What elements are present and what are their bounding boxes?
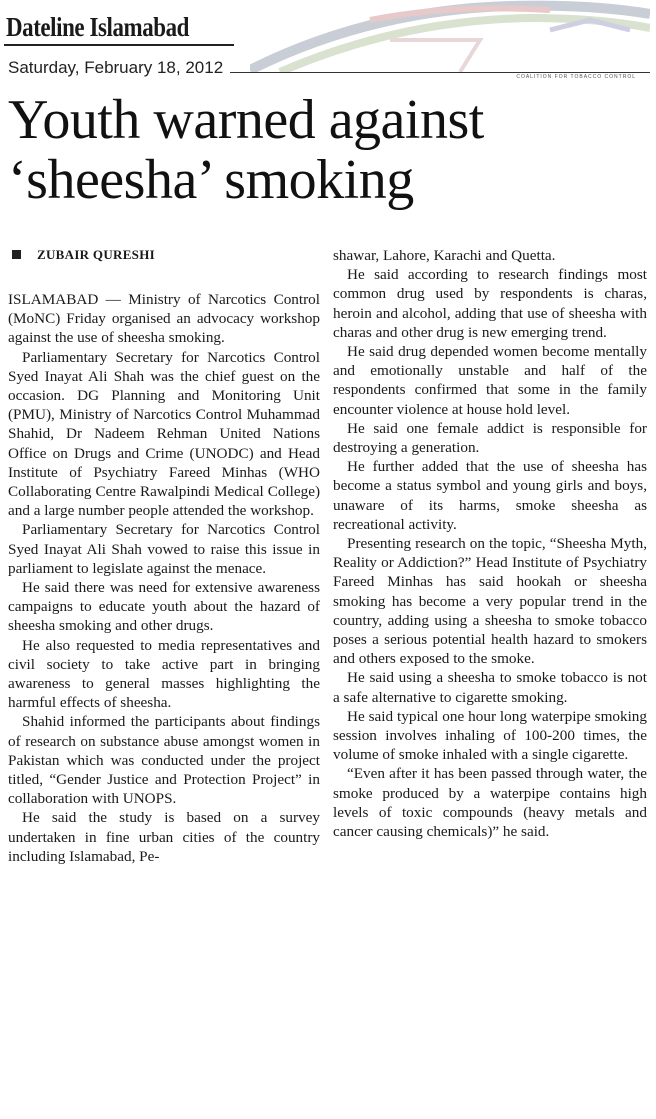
- logo-caption: COALITION FOR TOBACCO CONTROL: [516, 74, 636, 80]
- author-name: ZUBAIR QURESHI: [37, 247, 155, 262]
- paragraph: He said one female addict is responsible for destroying a generation.: [333, 419, 647, 457]
- article-column-left: [8, 290, 320, 866]
- paragraph: He said the study is based on a survey undertaken in fine urban cities of the country including Islamabad, Pe-: [8, 809, 320, 865]
- headline-line-1: Youth warned against: [8, 89, 484, 151]
- paragraph: Parliamentary Secretary for Narcotics Control Syed Inayat Ali Shah was the chief guest on the occasion. DG Planning and Monitoring Unit (PMU), Ministry of Narcotics Control Muhammad Shahid, Dr Nadeem Rehman United Nations Office on Drugs and Crime (UNODC) and Head Institute of Psychiatry Fareed Minhas (WHO Collaborating Centre Rawalpindi Medical College) and a large number people attended the workshop.: [8, 348, 320, 520]
- paragraph: He said according to research findings most common drug used by respondents is charas, heroin and alcohol, adding that use of sheesha with charas and other drug is new emerging trend.: [333, 266, 647, 341]
- paragraph: Presenting research on the topic, “Sheesha Myth, Reality or Addiction?” Head Institute of Psychiatry Fareed Minhas has said hookah or sheesha smoking has become a very popular trend in the country, adding using a sheesha to smoke tobacco poses a serious potential health hazard to smokers and others exposed to the smoke.: [333, 535, 647, 668]
- publication-name: Dateline Islamabad: [6, 12, 189, 42]
- headline-line-2: ‘sheesha’ smoking: [8, 149, 414, 211]
- paragraph: shawar, Lahore, Karachi and Quetta.: [333, 247, 556, 264]
- masthead-rule: [4, 44, 234, 46]
- publication-date: Saturday, February 18, 2012: [8, 58, 224, 77]
- paragraph: He said there was need for extensive awareness campaigns to educate youth about the hazard of sheesha smoking and other drugs.: [8, 579, 320, 635]
- byline-square-icon: [12, 250, 21, 259]
- paragraph: He also requested to media representatives and civil society to take active part in bringing awareness to general masses highlighting the harmful effects of sheesha.: [8, 636, 320, 712]
- masthead: [0, 0, 656, 96]
- byline: [12, 247, 155, 263]
- paragraph: ISLAMABAD — Ministry of Narcotics Control (MoNC) Friday organised an advocacy workshop against the use of sheesha smoking.: [8, 291, 320, 347]
- paragraph: Shahid informed the participants about findings of research on substance abuse amongst women in Pakistan which was conducted under the project titled, “Gender Justice and Protection Project” in collaboration with UNOPS.: [8, 713, 320, 808]
- article-column-right: [333, 246, 647, 841]
- paragraph: Parliamentary Secretary for Narcotics Control Syed Inayat Ali Shah vowed to raise this issue in parliament to legislate against the menace.: [8, 521, 320, 577]
- paragraph: “Even after it has been passed through water, the smoke produced by a waterpipe contains high levels of toxic compounds (heavy metals and cancer causing chemicals)” he said.: [333, 765, 647, 841]
- decorative-swoosh-logo-icon: [250, 0, 650, 72]
- paragraph: He said drug depended women become mentally and emotionally unstable and half of the respondents confirmed that some in the family encounter violence at house hold level.: [333, 343, 647, 418]
- date-rule: [230, 72, 650, 73]
- paragraph: He said typical one hour long waterpipe smoking session involves inhaling of 100-200 times, the volume of smoke inhaled with a single cigarette.: [333, 707, 647, 764]
- paragraph: He said using a sheesha to smoke tobacco is not a safe alternative to cigarette smoking.: [333, 669, 647, 706]
- paragraph: He further added that the use of sheesha has become a status symbol and young girls and boys, unaware of its harms, smoke sheesha as recreational activity.: [333, 458, 647, 533]
